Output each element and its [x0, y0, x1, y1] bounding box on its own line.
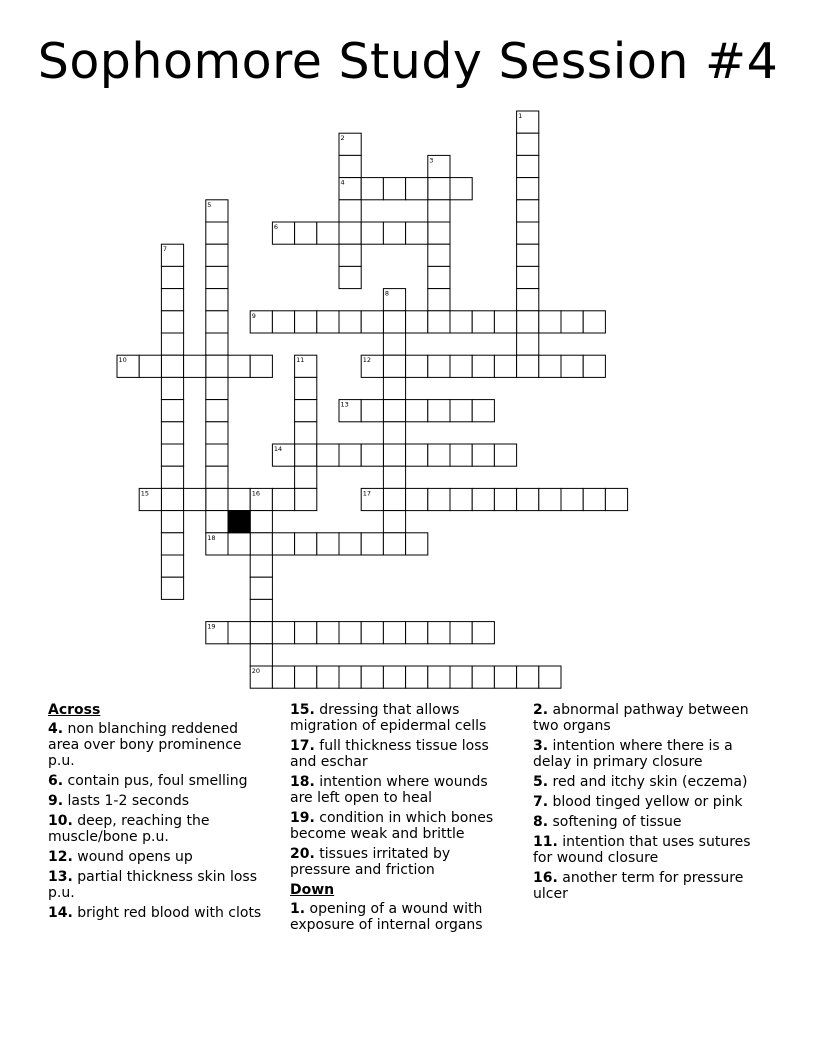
clue-number: 10.	[48, 813, 73, 829]
clue-text: lasts 1-2 seconds	[67, 793, 190, 809]
grid-number: 6	[273, 223, 279, 231]
clue-number: 17.	[290, 738, 315, 754]
grid-number: 12	[362, 356, 371, 365]
grid-cell[interactable]	[206, 466, 228, 488]
grid-cell[interactable]	[250, 644, 272, 666]
grid-cell[interactable]	[472, 444, 494, 466]
clue-number: 16.	[533, 870, 558, 886]
grid-number: 3	[429, 156, 434, 165]
page-title: Sophomore Study Session #4	[37, 33, 779, 90]
clue-item	[290, 846, 512, 878]
grid-cell[interactable]	[161, 577, 183, 599]
clues-column-2	[290, 702, 512, 937]
clue-text: non blanching reddened area over bony prominence p.u.	[48, 721, 242, 769]
clue-text: contain pus, foul smelling	[67, 773, 248, 789]
clue-number: 11.	[533, 834, 558, 850]
grid-cell[interactable]	[561, 488, 583, 510]
grid-cell[interactable]	[583, 355, 605, 377]
grid-cell[interactable]	[161, 555, 183, 577]
grid-cell[interactable]	[361, 622, 383, 644]
grid-cell[interactable]	[206, 444, 228, 466]
clue-item	[290, 774, 512, 806]
clue-number: 12.	[48, 849, 73, 865]
grid-cell[interactable]	[450, 666, 472, 688]
grid-cell[interactable]	[295, 422, 317, 444]
clue-text: red and itchy skin (eczema)	[552, 774, 748, 790]
clue-number: 13.	[48, 869, 73, 885]
grid-cell[interactable]	[295, 533, 317, 555]
grid-cell[interactable]	[406, 488, 428, 510]
grid-cell[interactable]	[206, 377, 228, 399]
clue-text: intention that uses sutures for wound closure	[533, 834, 751, 866]
grid-cell[interactable]	[406, 444, 428, 466]
grid-cell[interactable]	[250, 533, 272, 555]
grid-cell[interactable]	[161, 466, 183, 488]
grid-cell[interactable]	[206, 266, 228, 288]
grid-cell[interactable]	[517, 488, 539, 510]
grid-cell[interactable]	[228, 533, 250, 555]
grid-cell[interactable]	[383, 466, 405, 488]
grid-cell[interactable]	[428, 444, 450, 466]
grid-cell[interactable]	[383, 422, 405, 444]
grid-cell[interactable]	[161, 400, 183, 422]
grid-number: 2	[340, 134, 345, 143]
grid-cell[interactable]	[472, 666, 494, 688]
clue-item	[533, 870, 763, 902]
grid-cell[interactable]	[406, 666, 428, 688]
grid-cell[interactable]	[494, 311, 516, 333]
grid-cell[interactable]	[206, 511, 228, 533]
grid-cell[interactable]	[428, 244, 450, 266]
grid-cell[interactable]	[450, 178, 472, 200]
grid-number: 16	[251, 489, 260, 498]
black-square	[228, 511, 250, 533]
grid-cell[interactable]	[517, 333, 539, 355]
grid-cell[interactable]	[428, 311, 450, 333]
grid-cell[interactable]	[428, 266, 450, 288]
grid-cell[interactable]	[161, 311, 183, 333]
grid-cell[interactable]	[517, 133, 539, 155]
clue-item	[290, 810, 512, 842]
grid-cell[interactable]	[250, 599, 272, 621]
clue-item	[290, 702, 512, 734]
grid-cell[interactable]	[295, 444, 317, 466]
grid-cell[interactable]	[295, 222, 317, 244]
down-heading: Down	[290, 882, 335, 898]
clue-number: 1.	[290, 901, 306, 917]
clue-item	[48, 813, 270, 845]
grid-cell[interactable]	[295, 311, 317, 333]
clue-text: intention where there is a delay in primary closure	[533, 738, 733, 770]
clue-number: 7.	[533, 794, 549, 810]
grid-cell[interactable]	[184, 488, 206, 510]
grid-cell[interactable]	[339, 666, 361, 688]
clue-text: opening of a wound with exposure of internal organs	[290, 901, 483, 933]
grid-number: 18	[207, 533, 216, 542]
grid-cell[interactable]	[428, 289, 450, 311]
grid-cell[interactable]	[605, 488, 627, 510]
clue-text: wound opens up	[77, 849, 193, 865]
grid-cell[interactable]	[317, 222, 339, 244]
grid-cell[interactable]	[272, 622, 294, 644]
grid-cell[interactable]	[250, 577, 272, 599]
grid-cell[interactable]	[383, 488, 405, 510]
grid-cell[interactable]	[517, 200, 539, 222]
grid-cell[interactable]	[161, 422, 183, 444]
grid-cell[interactable]	[161, 355, 183, 377]
grid-cell[interactable]	[161, 533, 183, 555]
grid-cell[interactable]	[539, 355, 561, 377]
grid-cell[interactable]	[272, 533, 294, 555]
clues-column-3	[533, 702, 763, 906]
grid-cell[interactable]	[517, 666, 539, 688]
grid-cell[interactable]	[383, 533, 405, 555]
grid-cell[interactable]	[361, 444, 383, 466]
grid-cell[interactable]	[428, 355, 450, 377]
clue-number: 18.	[290, 774, 315, 790]
grid-cell[interactable]	[295, 622, 317, 644]
grid-cell[interactable]	[517, 355, 539, 377]
grid-cell[interactable]	[339, 533, 361, 555]
grid-cell[interactable]	[361, 311, 383, 333]
grid-cell[interactable]	[206, 422, 228, 444]
grid-cell[interactable]	[472, 488, 494, 510]
grid-number: 9	[251, 311, 256, 320]
grid-cell[interactable]	[494, 488, 516, 510]
clue-item	[533, 774, 763, 790]
grid-cell[interactable]	[295, 488, 317, 510]
grid-cell[interactable]	[206, 400, 228, 422]
grid-cell[interactable]	[539, 488, 561, 510]
grid-cell[interactable]	[383, 622, 405, 644]
grid-cell[interactable]	[206, 333, 228, 355]
grid-cell[interactable]	[184, 355, 206, 377]
grid-cell[interactable]	[539, 666, 561, 688]
grid-cell[interactable]	[206, 311, 228, 333]
grid-cell[interactable]	[517, 244, 539, 266]
grid-cell[interactable]	[383, 333, 405, 355]
clue-text: full thickness tissue loss and eschar	[290, 738, 489, 770]
grid-cell[interactable]	[428, 666, 450, 688]
grid-cell[interactable]	[428, 488, 450, 510]
clue-text: abnormal pathway between two organs	[533, 702, 749, 734]
grid-number: 4	[340, 178, 345, 187]
grid-cell[interactable]	[383, 178, 405, 200]
grid-cell[interactable]	[517, 266, 539, 288]
grid-cell[interactable]	[161, 444, 183, 466]
grid-cell[interactable]	[206, 289, 228, 311]
clue-text: bright red blood with clots	[77, 905, 262, 921]
clue-number: 15.	[290, 702, 315, 718]
clue-number: 8.	[533, 814, 549, 830]
grid-cell[interactable]	[517, 155, 539, 177]
grid-cell[interactable]	[583, 488, 605, 510]
clue-number: 14.	[48, 905, 73, 921]
clue-number: 6.	[48, 773, 64, 789]
grid-cell[interactable]	[272, 488, 294, 510]
grid-cell[interactable]	[561, 355, 583, 377]
clue-item	[533, 814, 763, 830]
grid-cell[interactable]	[450, 444, 472, 466]
clue-number: 3.	[533, 738, 549, 754]
grid-cell[interactable]	[517, 311, 539, 333]
grid-cell[interactable]	[406, 222, 428, 244]
grid-number: 15	[140, 489, 149, 498]
grid-cell[interactable]	[383, 400, 405, 422]
grid-cell[interactable]	[472, 355, 494, 377]
grid-cell[interactable]	[206, 355, 228, 377]
grid-cell[interactable]	[383, 444, 405, 466]
grid-cell[interactable]	[361, 666, 383, 688]
grid-cell[interactable]	[161, 511, 183, 533]
clue-text: partial thickness skin loss p.u.	[48, 869, 258, 901]
grid-number: 8	[384, 289, 390, 298]
grid-cell[interactable]	[161, 333, 183, 355]
grid-cell[interactable]	[428, 200, 450, 222]
grid-cell[interactable]	[339, 622, 361, 644]
grid-cell[interactable]	[228, 488, 250, 510]
clue-text: dressing that allows migration of epidermal cells	[290, 702, 487, 734]
clue-item	[48, 849, 270, 865]
clue-text: condition in which bones become weak and brittle	[290, 810, 494, 842]
grid-cell[interactable]	[450, 488, 472, 510]
grid-cell[interactable]	[494, 355, 516, 377]
grid-cell[interactable]	[339, 200, 361, 222]
clue-number: 4.	[48, 721, 64, 737]
grid-cell[interactable]	[450, 311, 472, 333]
grid-cell[interactable]	[206, 222, 228, 244]
grid-cell[interactable]	[295, 377, 317, 399]
grid-cell[interactable]	[361, 400, 383, 422]
clue-text: blood tinged yellow or pink	[552, 794, 743, 810]
clue-item	[48, 793, 270, 809]
grid-cell[interactable]	[428, 622, 450, 644]
grid-cell[interactable]	[450, 400, 472, 422]
clue-item	[48, 721, 270, 769]
grid-cell[interactable]	[250, 355, 272, 377]
grid-cell[interactable]	[472, 311, 494, 333]
grid-cell[interactable]	[317, 533, 339, 555]
grid-cell[interactable]	[272, 666, 294, 688]
grid-cell[interactable]	[317, 444, 339, 466]
clue-item	[290, 901, 512, 933]
clues-column-1	[48, 702, 270, 925]
clue-item	[533, 834, 763, 866]
grid-cell[interactable]	[339, 155, 361, 177]
clue-number: 19.	[290, 810, 315, 826]
grid-cell[interactable]	[161, 289, 183, 311]
grid-cell[interactable]	[228, 355, 250, 377]
grid-cell[interactable]	[317, 311, 339, 333]
grid-cell[interactable]	[339, 266, 361, 288]
clue-item	[290, 738, 512, 770]
grid-cell[interactable]	[383, 222, 405, 244]
grid-cell[interactable]	[583, 311, 605, 333]
grid-number: 10	[118, 356, 127, 365]
clue-number: 20.	[290, 846, 315, 862]
clue-text: deep, reaching the muscle/bone p.u.	[48, 813, 210, 845]
grid-cell[interactable]	[228, 622, 250, 644]
grid-number: 7	[162, 245, 168, 254]
clue-item	[48, 869, 270, 901]
grid-cell[interactable]	[494, 666, 516, 688]
grid-cell[interactable]	[339, 444, 361, 466]
grid-cell[interactable]	[317, 622, 339, 644]
grid-cell[interactable]	[161, 488, 183, 510]
grid-cell[interactable]	[406, 311, 428, 333]
grid-cell[interactable]	[383, 355, 405, 377]
grid-cell[interactable]	[161, 266, 183, 288]
grid-cell[interactable]	[295, 466, 317, 488]
grid-cell[interactable]	[250, 511, 272, 533]
clue-number: 9.	[48, 793, 64, 809]
grid-number: 11	[296, 356, 305, 365]
grid-cell[interactable]	[406, 400, 428, 422]
grid-cell[interactable]	[250, 622, 272, 644]
grid-number: 1	[518, 112, 523, 120]
grid-cell[interactable]	[139, 355, 161, 377]
grid-cell[interactable]	[450, 622, 472, 644]
grid-cell[interactable]	[450, 355, 472, 377]
grid-cell[interactable]	[539, 311, 561, 333]
clue-number: 5.	[533, 774, 549, 790]
grid-cell[interactable]	[250, 555, 272, 577]
grid-cell[interactable]	[383, 377, 405, 399]
grid-cell[interactable]	[383, 511, 405, 533]
grid-cell[interactable]	[361, 533, 383, 555]
grid-cell[interactable]	[361, 222, 383, 244]
grid-cell[interactable]	[206, 244, 228, 266]
grid-cell[interactable]	[561, 311, 583, 333]
clue-number: 2.	[533, 702, 549, 718]
grid-cell[interactable]	[406, 622, 428, 644]
grid-number: 13	[340, 400, 349, 409]
grid-cell[interactable]	[428, 222, 450, 244]
grid-cell[interactable]	[317, 666, 339, 688]
clue-text: tissues irritated by pressure and friction	[290, 846, 451, 878]
grid-cell[interactable]	[406, 533, 428, 555]
grid-cell[interactable]	[494, 444, 516, 466]
grid-cell[interactable]	[272, 311, 294, 333]
grid-cell[interactable]	[206, 488, 228, 510]
grid-cell[interactable]	[361, 178, 383, 200]
grid-cell[interactable]	[472, 622, 494, 644]
grid-cell[interactable]	[339, 311, 361, 333]
grid-cell[interactable]	[428, 178, 450, 200]
grid-cell[interactable]	[339, 222, 361, 244]
grid-cell[interactable]	[383, 311, 405, 333]
across-heading: Across	[48, 702, 101, 718]
clue-item	[48, 905, 270, 921]
grid-cell[interactable]	[428, 400, 450, 422]
clue-text: softening of tissue	[552, 814, 682, 830]
grid-cell[interactable]	[295, 400, 317, 422]
clue-item	[533, 794, 763, 810]
clue-text: another term for pressure ulcer	[533, 870, 744, 902]
grid-cell[interactable]	[295, 666, 317, 688]
grid-cell[interactable]	[406, 355, 428, 377]
grid-cell[interactable]	[339, 244, 361, 266]
clue-item	[48, 773, 270, 789]
clue-item	[533, 702, 763, 734]
grid-cell[interactable]	[161, 377, 183, 399]
clue-text: intention where wounds are left open to heal	[290, 774, 488, 806]
grid-cell[interactable]	[517, 222, 539, 244]
grid-cell[interactable]	[517, 178, 539, 200]
grid-cell[interactable]	[383, 666, 405, 688]
clue-item	[533, 738, 763, 770]
grid-cell[interactable]	[406, 178, 428, 200]
grid-number: 19	[207, 622, 216, 631]
grid-number: 5	[207, 200, 212, 209]
grid-number: 20	[251, 667, 260, 675]
grid-number: 17	[362, 489, 371, 498]
grid-cell[interactable]	[472, 400, 494, 422]
grid-cell[interactable]	[517, 289, 539, 311]
grid-number: 14	[273, 445, 283, 453]
